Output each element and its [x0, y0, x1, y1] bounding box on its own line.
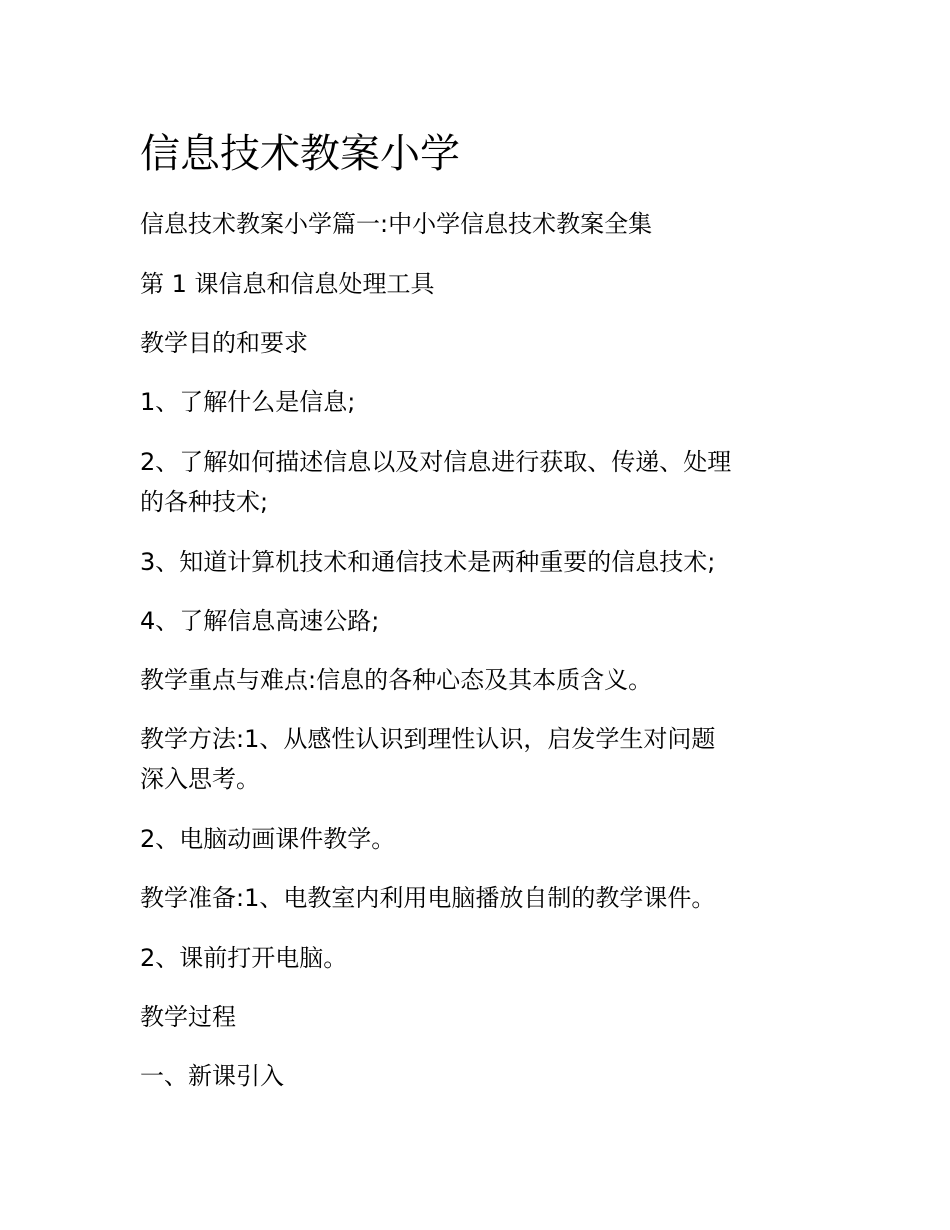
paragraph-preparation — [140, 878, 820, 918]
paragraph-line: 教学方法:1、从感性认识到理性认识，启发学生对问题 — [140, 725, 716, 753]
paragraph-objective-4 — [140, 601, 820, 641]
paragraph-line: 深入思考。 — [140, 765, 260, 793]
paragraph-process-heading — [140, 997, 820, 1037]
paragraph-key-points — [140, 660, 820, 700]
paragraph-line: 教学重点与难点:信息的各种心态及其本质含义。 — [140, 666, 653, 694]
paragraph-teaching-methods — [140, 719, 820, 799]
paragraph-line: 4、了解信息高速公路; — [140, 607, 380, 635]
paragraph-line: 信息技术教案小学篇一:中小学信息技术教案全集 — [140, 210, 653, 238]
paragraph-line: 1、了解什么是信息; — [140, 388, 356, 416]
paragraph-line: 的各种技术; — [140, 488, 269, 516]
paragraph-line: 2、课前打开电脑。 — [140, 944, 348, 972]
paragraph-line: 教学准备:1、电教室内利用电脑播放自制的教学课件。 — [140, 884, 716, 912]
paragraph-preparation-2 — [140, 938, 820, 978]
paragraph-objective-3 — [140, 542, 820, 582]
paragraph-objective-2 — [140, 442, 820, 522]
paragraph-method-2 — [140, 819, 820, 859]
paragraph-objectives-heading — [140, 323, 820, 363]
paragraph-lesson-heading — [140, 264, 820, 304]
paragraph-line: 一、新课引入 — [140, 1062, 284, 1090]
paragraph-line: 教学目的和要求 — [140, 329, 308, 357]
paragraph-line: 教学过程 — [140, 1003, 236, 1031]
paragraph-line: 3、知道计算机技术和通信技术是两种重要的信息技术; — [140, 548, 716, 576]
paragraph-objective-1 — [140, 382, 820, 422]
paragraph-section-intro — [140, 1056, 820, 1096]
document-title: 信息技术教案小学 — [140, 131, 460, 177]
paragraph-line: 第 1 课信息和信息处理工具 — [140, 270, 435, 298]
paragraph-line: 2、电脑动画课件教学。 — [140, 825, 396, 853]
paragraph-subtitle — [140, 204, 820, 244]
paragraph-line: 2、了解如何描述信息以及对信息进行获取、传递、处理 — [140, 448, 732, 476]
